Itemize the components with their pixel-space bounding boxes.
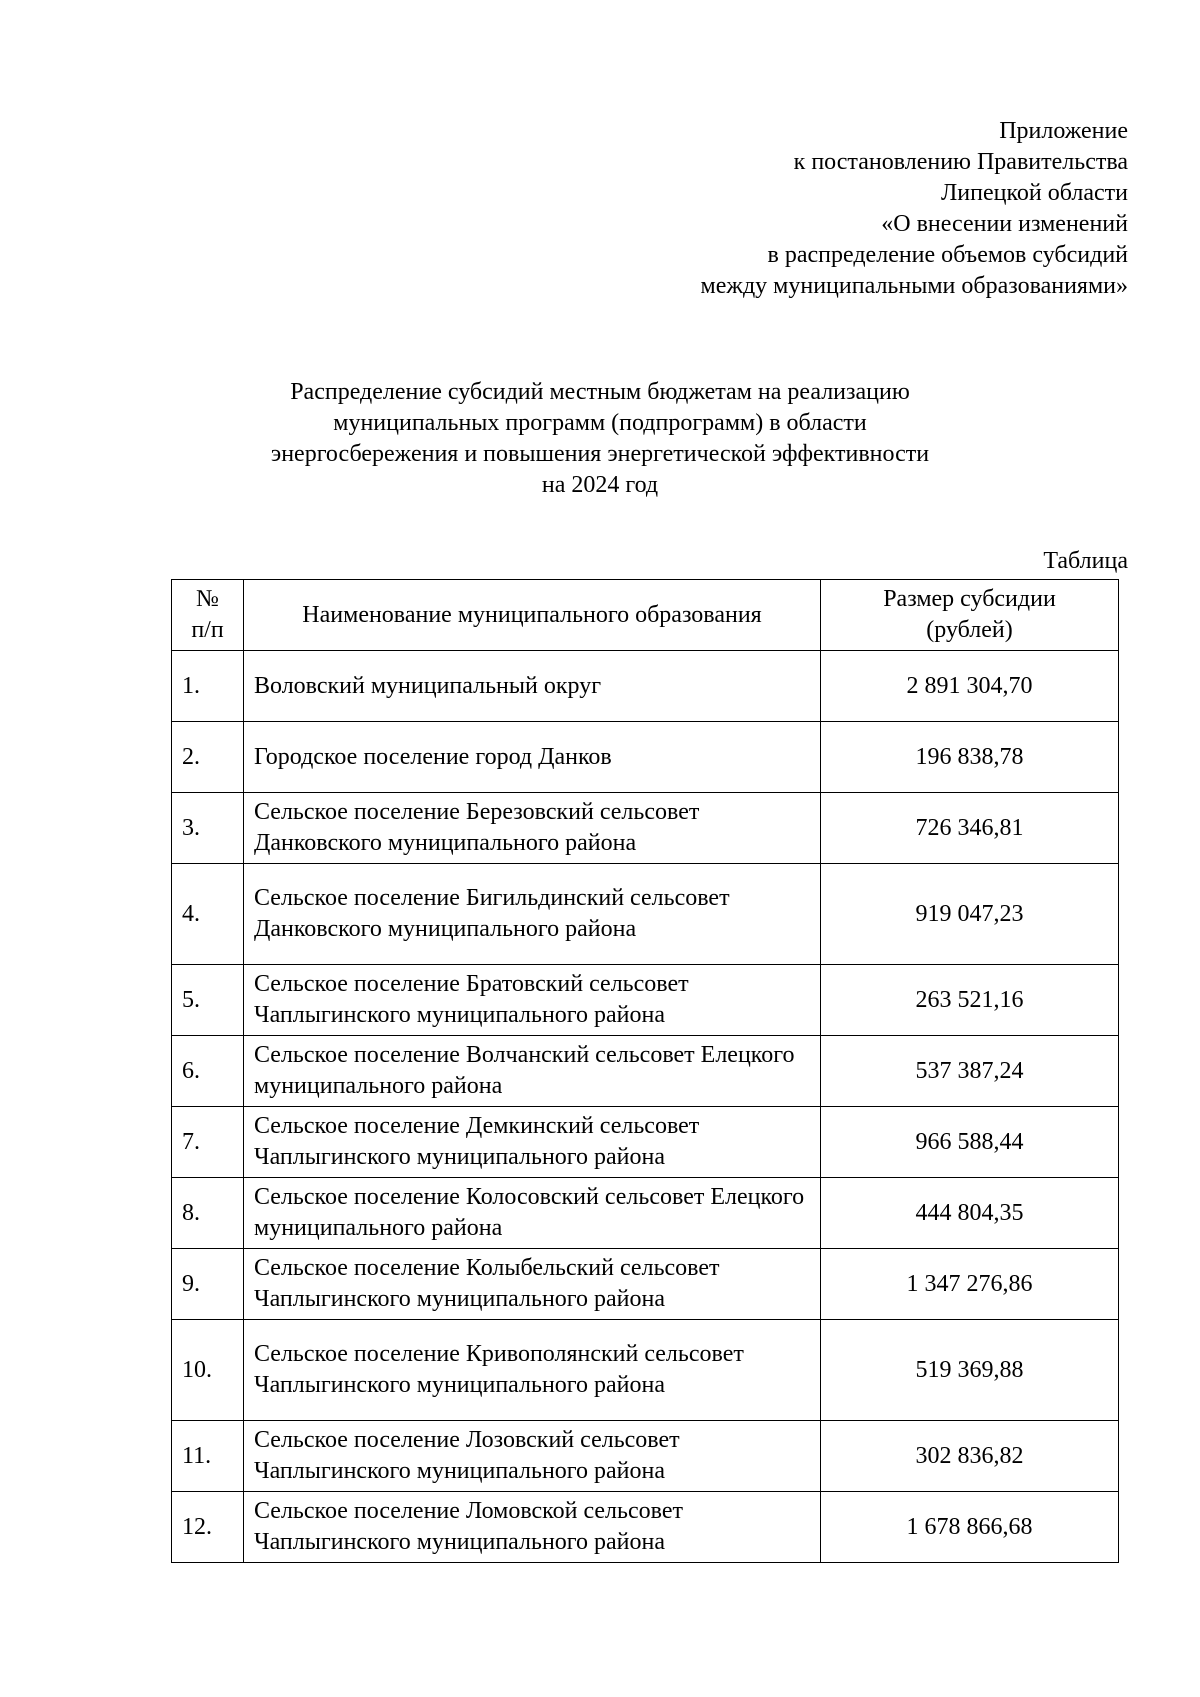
title-line: на 2024 год xyxy=(541,472,659,498)
row-name: Сельское поселение Бигильдинский сельсовет Данковского муниципального района xyxy=(244,864,821,965)
row-name: Сельское поселение Колыбельский сельсовет Чаплыгинского муниципального района xyxy=(244,1249,821,1320)
table-row xyxy=(172,864,1119,965)
row-amount: 302 836,82 xyxy=(821,1421,1119,1492)
table-caption: Таблица xyxy=(1043,548,1128,574)
appendix-line: Липецкой области xyxy=(941,180,1128,206)
row-name: Сельское поселение Ломовской сельсовет Чаплыгинского муниципального района xyxy=(244,1492,821,1563)
row-number: 11. xyxy=(172,1421,244,1492)
row-number: 4. xyxy=(172,864,244,965)
header-name: Наименование муниципального образования xyxy=(244,580,821,651)
title-line: Распределение субсидий местным бюджетам на реализацию xyxy=(290,379,910,405)
row-number: 8. xyxy=(172,1178,244,1249)
row-amount: 444 804,35 xyxy=(821,1178,1119,1249)
table-row xyxy=(172,1036,1119,1107)
appendix-line: к постановлению Правительства xyxy=(793,149,1128,175)
row-amount: 537 387,24 xyxy=(821,1036,1119,1107)
row-amount: 519 369,88 xyxy=(821,1320,1119,1421)
subsidies-table xyxy=(171,579,1119,1563)
table-row xyxy=(172,1249,1119,1320)
header-amount-line1: Размер субсидии xyxy=(883,586,1056,612)
table-row xyxy=(172,1421,1119,1492)
table-row xyxy=(172,651,1119,722)
table-row xyxy=(172,1107,1119,1178)
header-number xyxy=(172,580,244,651)
appendix-block xyxy=(428,116,1128,302)
header-amount xyxy=(821,580,1119,651)
row-number: 5. xyxy=(172,965,244,1036)
row-name: Сельское поселение Березовский сельсовет Данковского муниципального района xyxy=(244,793,821,864)
row-number: 7. xyxy=(172,1107,244,1178)
row-amount: 726 346,81 xyxy=(821,793,1119,864)
row-number: 1. xyxy=(172,651,244,722)
appendix-line: между муниципальными образованиями» xyxy=(700,273,1128,299)
row-number: 9. xyxy=(172,1249,244,1320)
row-number: 12. xyxy=(172,1492,244,1563)
table-row xyxy=(172,722,1119,793)
table-row xyxy=(172,1178,1119,1249)
appendix-line: Приложение xyxy=(999,118,1128,144)
row-number: 6. xyxy=(172,1036,244,1107)
header-amount-line2: (рублей) xyxy=(926,617,1013,643)
row-name: Городское поселение город Данков xyxy=(244,722,821,793)
row-amount: 1 678 866,68 xyxy=(821,1492,1119,1563)
row-name: Сельское поселение Демкинский сельсовет Чаплыгинского муниципального района xyxy=(244,1107,821,1178)
table-row xyxy=(172,1320,1119,1421)
row-amount: 196 838,78 xyxy=(821,722,1119,793)
header-number-line1: № xyxy=(196,586,219,612)
row-number: 3. xyxy=(172,793,244,864)
table-row xyxy=(172,793,1119,864)
table-row xyxy=(172,965,1119,1036)
table-header-row xyxy=(172,580,1119,651)
title-line: муниципальных программ (подпрограмм) в области xyxy=(333,410,867,436)
table-row xyxy=(172,1492,1119,1563)
header-number-line2: п/п xyxy=(191,617,224,643)
row-amount: 966 588,44 xyxy=(821,1107,1119,1178)
row-name: Сельское поселение Лозовский сельсовет Чаплыгинского муниципального района xyxy=(244,1421,821,1492)
row-amount: 2 891 304,70 xyxy=(821,651,1119,722)
row-name: Сельское поселение Волчанский сельсовет Елецкого муниципального района xyxy=(244,1036,821,1107)
title-line: энергосбережения и повышения энергетической эффективности xyxy=(270,441,930,467)
row-amount: 919 047,23 xyxy=(821,864,1119,965)
document-title xyxy=(160,377,1040,501)
appendix-line: «О внесении изменений xyxy=(881,211,1128,237)
row-name: Воловский муниципальный округ xyxy=(244,651,821,722)
row-number: 10. xyxy=(172,1320,244,1421)
row-amount: 1 347 276,86 xyxy=(821,1249,1119,1320)
row-name: Сельское поселение Кривополянский сельсовет Чаплыгинского муниципального района xyxy=(244,1320,821,1421)
row-name: Сельское поселение Братовский сельсовет Чаплыгинского муниципального района xyxy=(244,965,821,1036)
appendix-line: в распределение объемов субсидий xyxy=(767,242,1128,268)
row-name: Сельское поселение Колосовский сельсовет Елецкого муниципального района xyxy=(244,1178,821,1249)
row-amount: 263 521,16 xyxy=(821,965,1119,1036)
row-number: 2. xyxy=(172,722,244,793)
